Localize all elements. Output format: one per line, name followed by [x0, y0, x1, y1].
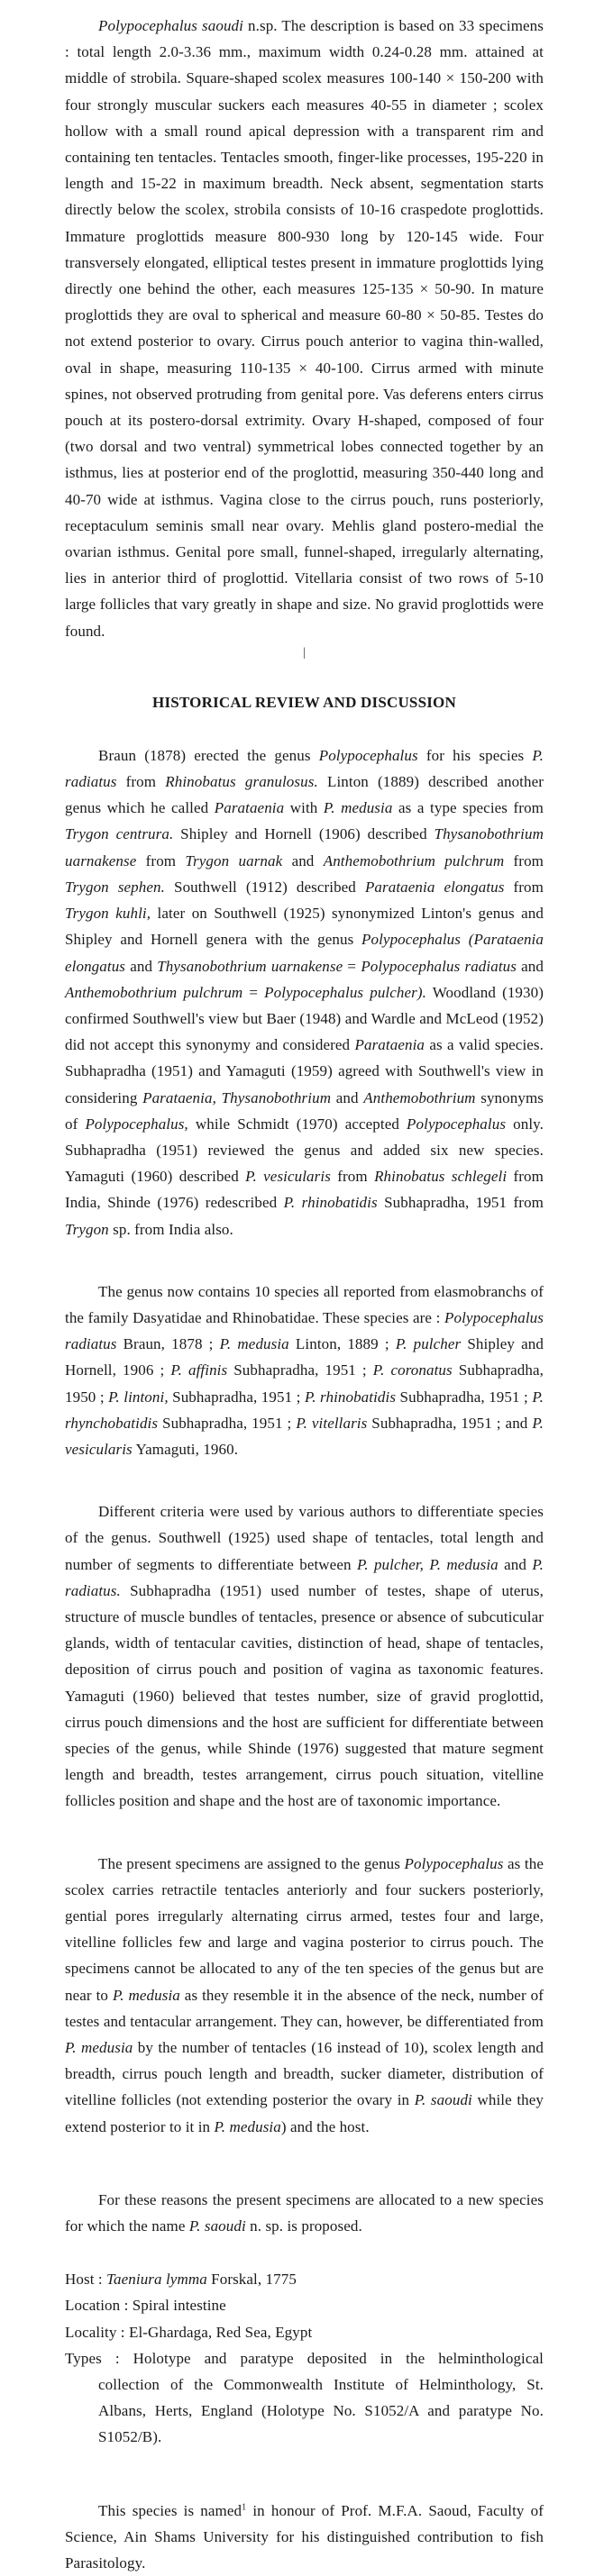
text-run: Subhapradha, 1951 ;	[158, 1414, 297, 1432]
taxon-name: Parataenia	[354, 1036, 425, 1054]
taxon-name: Trygon centrura.	[65, 825, 174, 843]
text-run: for his species	[417, 746, 533, 764]
text-run: by the number of tentacles (16 instead of 10), scolex length and breadth, cirrus pouch length and breadth, sucker diameter, distribution of vitelline follicles (not extending posterior the ovary in	[65, 2039, 544, 2109]
text-run: Braun (1878) erected the genus	[98, 746, 319, 764]
taxon-name: Parataenia, Thysanobothrium	[142, 1088, 332, 1106]
taxon-name: P. saoudi	[188, 2217, 246, 2235]
taxon-name: Parataenia	[214, 799, 285, 817]
taxon-name: Polypocephalus pulcher).	[264, 983, 426, 1001]
taxon-name: P. rhinobatidis	[304, 1388, 397, 1406]
taxon-name: P. radiatus.	[65, 1555, 544, 1599]
text-run: with	[284, 799, 324, 817]
taxon-name: P. rhinobatidis	[283, 1194, 378, 1212]
text-run: from	[136, 851, 186, 869]
text-run: and	[282, 851, 324, 869]
taxon-name: Polypocephalus,	[85, 1115, 188, 1133]
taxon-name: Anthemobothrium pulchrum	[323, 851, 505, 869]
species-name: Polypocephalus saoudi	[98, 17, 243, 34]
taxon-name: Polypocephalus	[318, 746, 418, 764]
taxon-name: Polypocephalus radiatus	[361, 957, 517, 975]
taxon-name: P. medusia	[323, 799, 393, 817]
text-run: as a valid species. Subhapradha (1951) and Yamaguti (1959) agreed with Southwell's view in considering	[65, 1036, 544, 1106]
locality-line: Locality : El-Ghardaga, Red Sea, Egypt	[65, 2323, 313, 2341]
text-run: n. sp. is proposed.	[245, 2217, 362, 2235]
taxon-name: Polypocephalus	[407, 1115, 507, 1133]
page-mark: |	[303, 645, 306, 660]
description-text: n.sp. The description is based on 33 specimens : total length 2.0-3.36 mm., maximum width 0.24-0.28 mm. attained at middle of strobila. Square-shaped scolex measures 100-140 × 150-200 with four strongly muscular suckers each measures 40-55 in diameter ; scolex hollow with a small round apical depression with a transparent rim and containing ten tentacles. Tentacles smooth, finger-like processes, 195-220 in length and 15-22 in maximum breadth. Neck absent, segmentation starts directly below the scolex, strobila consists of 10-16 craspedote proglottids. Immature proglottids measure 800-930 long by 120-145 wide. Four transversely elongated, elliptical testes present in immature proglottids lying directly one behind the other, each measures 125-135 × 50-90. In mature proglottids they are oval to spherical and measure 60-80 × 50-85. Testes do not extend posterior to ovary. Cirrus pouch anterior to vagina thin-walled, oval in shape, measuring 110-135 × 40-100. Cirrus armed with minute spines, not observed protruding from genital pore. Vas deferens enters cirrus pouch at its postero-dorsal extrimity. Ovary H-shaped, composed of four (two dorsal and two ventral) symmetrical lobes connected together by an isthmus, lies at posterior end of the proglottid, measuring 350-440 long and 40-70 wide at isthmus. Vagina close to the cirrus pouch, runs posteriorly, receptaculum seminis small near ovary. Mehlis gland postero-medial the ovarian isthmus. Genital pore small, funnel-shaped, irregularly alternating, lies in anterior third of proglottid. Vitellaria consist of two rows of 5-10 large follicles that vary greatly in shape and size. No gravid proglottids were found.	[65, 17, 544, 640]
types-continuation: collection of the Commonwealth Institute of Helminthology, St. Albans, Herts, England (Holotype No. S1052/A and paratype No. S1052/B).	[98, 2376, 544, 2446]
text-run: from India, Shinde (1976) redescribed	[65, 1168, 544, 1212]
text-run: and	[516, 957, 544, 975]
taxon-name: P. vesicularis	[245, 1168, 331, 1186]
text-run: ) and the host.	[280, 2117, 370, 2135]
paragraph-criteria	[65, 1498, 544, 1814]
taxon-name: P. affinis	[170, 1361, 228, 1379]
text-run: Subhapradha, 1950 ;	[65, 1361, 544, 1406]
host-label: Host :	[65, 2271, 107, 2289]
taxon-name: Thysanobothrium uarnakense	[65, 825, 544, 869]
location-line: Location : Spiral intestine	[65, 2297, 226, 2315]
paragraph-assignment	[65, 1851, 544, 2140]
paper-page	[65, 13, 544, 2576]
host-author: Forskal, 1775	[206, 2271, 297, 2289]
taxon-name: Polypocephalus	[404, 1854, 504, 1872]
paragraph-species-list	[65, 1279, 544, 1462]
taxon-name: P. pulcher	[395, 1335, 462, 1353]
text-run: Subhapradha, 1951 ;	[168, 1388, 305, 1406]
text-run: The genus now contains 10 species all reported from elasmobranchs of the family Dasyatidae and Rhinobatidae. These species are :	[65, 1282, 544, 1326]
host-line	[65, 2266, 544, 2292]
text-run: For these reasons the present specimens are allocated to a new species for which the name	[65, 2190, 544, 2235]
text-run: Subhapradha, 1951 ;	[227, 1361, 373, 1379]
paragraph-conclusion	[65, 2187, 544, 2239]
taxon-name: P. saoudi	[414, 2091, 472, 2109]
taxon-name: P. pulcher, P. medusia	[356, 1555, 499, 1573]
text-run: Subhapradha (1951) used number of testes, shape of uterus, structure of muscle bundles of tentacles, presence or absence of subcuticular glands, width of tentacular cavities, distinction of head, shape of tentacles, deposition of cirrus pouch and position of vagina as taxonomic features. Yamaguti (1960) believed that testes number, size of gravid proglottid, cirrus pouch dimensions and the host are sufficient for differentiate between species of the genus, while Shinde (1976) suggested that mature segment length and breadth, testes arrangement, cirrus pouch situation, vitelline follicles position and shape and the host are of taxonomic importance.	[65, 1581, 544, 1810]
text-run: Woodland (1930) confirmed Southwell's view but Baer (1948) and Wardle and McLeod (1952) did not accept this synonymy and considered	[65, 983, 544, 1054]
taxon-name: Thysanobothrium uarnakense	[157, 957, 343, 975]
dedication-text-end: in honour of Prof. M.F.A. Saoud, Faculty of Science, Ain Shams University for his distinguished contribution to fish Parasitology.	[65, 2501, 544, 2572]
text-run: from	[504, 878, 544, 896]
taxon-name: Trygon	[65, 1220, 109, 1238]
taxon-name: P. lintoni,	[108, 1388, 169, 1406]
text-run: and	[125, 957, 158, 975]
taxon-name: Trygon sephen.	[65, 878, 165, 896]
taxon-name: P. radiatus	[65, 746, 544, 791]
taxon-name: Trygon kuhli,	[65, 905, 151, 923]
text-run: Yamaguti, 1960.	[132, 1440, 239, 1458]
text-run: Subhapradha, 1951 from	[377, 1194, 544, 1212]
text-run: Subhapradha, 1951 ; and	[367, 1414, 533, 1432]
text-run: synonyms of	[65, 1088, 544, 1133]
dedication-paragraph	[65, 2498, 544, 2576]
text-run: Subhapradha, 1951 ;	[396, 1388, 533, 1406]
text-run: from	[504, 851, 544, 869]
taxon-name: P. medusia	[219, 1335, 289, 1353]
text-run: as they resemble it in the absence of the neck, number of testes and tentacular arrangement. They can, however, be differentiated from	[65, 1986, 544, 2030]
text-run: and	[498, 1555, 533, 1573]
taxon-name: P. medusia	[214, 2117, 281, 2135]
text-run: The present specimens are assigned to the genus	[98, 1854, 405, 1872]
taxon-name: P. vesicularis	[65, 1414, 544, 1458]
taxon-name: P. medusia	[65, 2039, 133, 2057]
taxon-name: Rhinobatus granulosus.	[165, 773, 318, 791]
text-run: only. Subhapradha (1951) reviewed the genus and added six new species. Yamaguti (1960) described	[65, 1115, 544, 1186]
text-run: while they extend posterior to it in	[65, 2091, 544, 2135]
taxon-name: Anthemobothrium pulchrum	[65, 983, 243, 1001]
footnote-marker[interactable]: 1	[242, 2502, 247, 2512]
taxon-name: Anthemobothrium	[363, 1088, 476, 1106]
text-run: =	[343, 957, 361, 975]
text-run: as a type species from	[392, 799, 544, 817]
types-line: Types : Holotype and paratype deposited in the helminthological	[65, 2349, 544, 2367]
taxon-name: Trygon uarnak	[185, 851, 283, 869]
taxon-name: Rhinobatus schlegeli	[374, 1168, 508, 1186]
section-heading: HISTORICAL REVIEW AND DISCUSSION	[152, 693, 456, 711]
text-run: Shipley and Hornell (1906) described	[173, 825, 435, 843]
host-species: Taeniura lymma	[106, 2271, 207, 2289]
taxon-name: Polypocephalus radiatus	[65, 1308, 544, 1353]
taxon-name: P. rhynchobatidis	[65, 1388, 544, 1432]
text-run: =	[242, 983, 265, 1001]
text-run: Different criteria were used by various authors to differentiate species of the genus. Southwell (1925) used shape of tentacles, total length and number of segments to differentiate between	[65, 1503, 544, 1573]
text-run: from	[116, 773, 166, 791]
text-run: Linton, 1889 ;	[288, 1335, 396, 1353]
taxon-name: Polypocephalus (Parataenia elongatus	[65, 931, 544, 975]
text-run: Linton (1889) described another genus which he called	[65, 773, 544, 817]
text-run: and	[331, 1088, 364, 1106]
text-run: Shipley and Hornell, 1906 ;	[65, 1335, 544, 1379]
taxon-name: P. coronatus	[372, 1361, 453, 1379]
text-run: as the scolex carries retractile tentacles anteriorly and four suckers posteriorly, gential pores irregularly alternating cirrus armed, testes four and large, vitelline follicles few and large and vagina posterior to cirrus pouch. The specimens cannot be allocated to any of the ten species of the genus but are near to	[65, 1854, 544, 2004]
paragraph-history	[65, 742, 544, 1242]
dedication-text-start: This species is named	[98, 2501, 242, 2519]
species-description	[65, 13, 544, 644]
taxon-name: P. medusia	[112, 1986, 180, 2004]
text-run: while Schmidt (1970) accepted	[188, 1115, 407, 1133]
taxon-name: Parataenia elongatus	[364, 878, 505, 896]
text-run: Braun, 1878 ;	[116, 1335, 220, 1353]
text-run: later on Southwell (1925) synonymized Linton's genus and Shipley and Hornell genera with the genus	[65, 905, 544, 949]
taxon-name: P. vitellaris	[296, 1414, 368, 1432]
text-run: Southwell (1912) described	[164, 878, 365, 896]
text-run: sp. from India also.	[108, 1220, 233, 1238]
type-metadata	[65, 2266, 544, 2450]
text-run: from	[330, 1168, 375, 1186]
